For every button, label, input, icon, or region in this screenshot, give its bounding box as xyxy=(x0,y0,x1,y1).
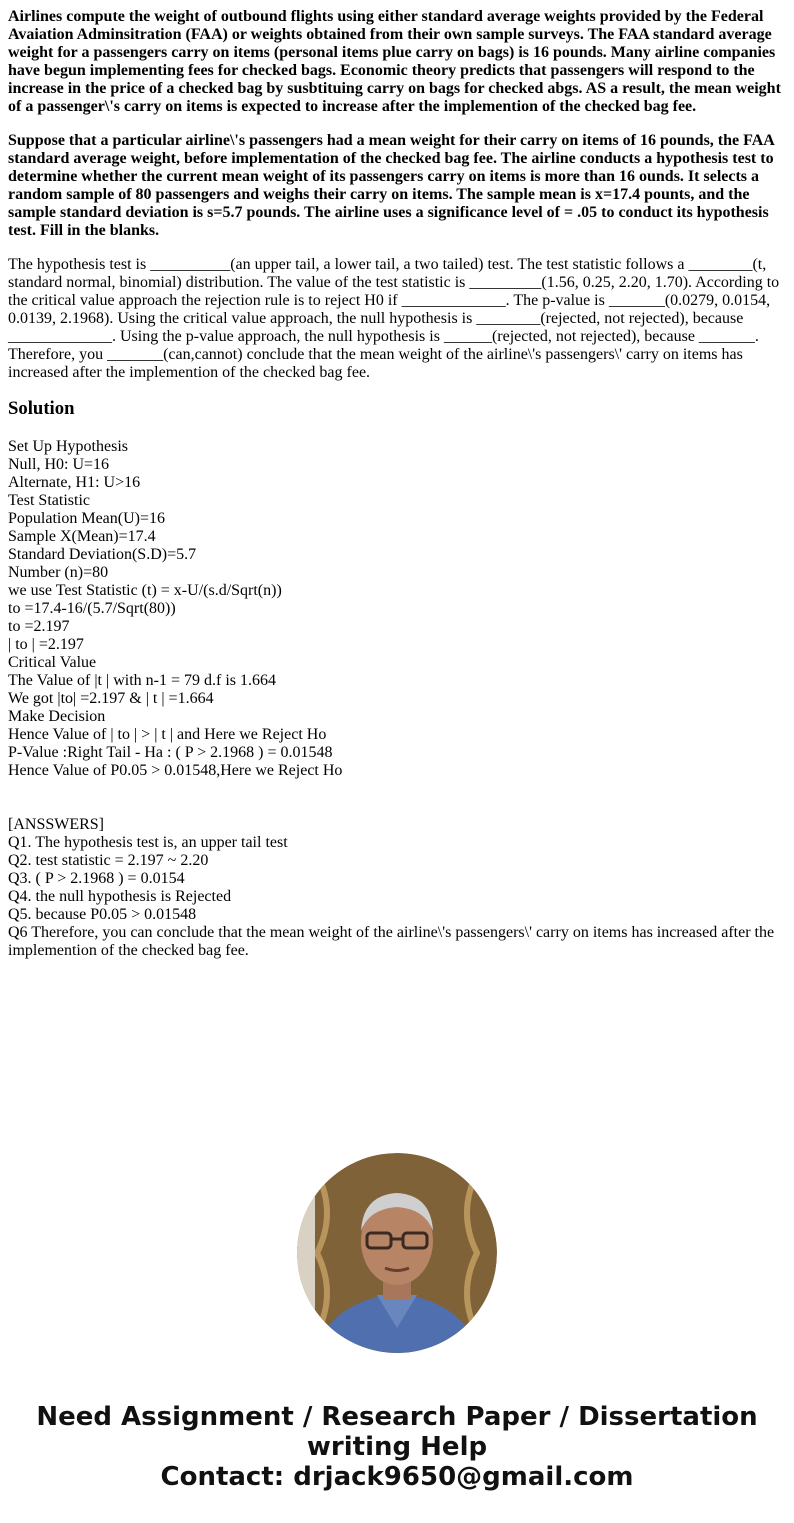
answer-line: Q3. ( P > 2.1968 ) = 0.0154 xyxy=(8,870,185,887)
solution-line: to =2.197 xyxy=(8,618,70,635)
blank-spacer xyxy=(8,780,786,798)
answer-line: Q4. the null hypothesis is Rejected xyxy=(8,888,232,905)
solution-line: Alternate, H1: U>16 xyxy=(8,474,141,491)
solution-line: Hence Value of P0.05 > 0.01548,Here we Reject Ho xyxy=(8,762,343,779)
answer-line: Q2. test statistic = 2.197 ~ 2.20 xyxy=(8,852,209,869)
author-avatar xyxy=(297,1153,497,1353)
answer-line: Q1. The hypothesis test is, an upper tail test xyxy=(8,834,288,851)
question-paragraph-blanks: The hypothesis test is __________(an upper tail, a lower tail, a two tailed) test. The test statistic follows a ________(t, standard normal, binomial) distribution. The value of the test statistic is _________(1.56, 0.25, 2.20, 1.70). According to the critical value approach the rejection rule is to reject H0 if _____________. The p-value is _______(0.0279, 0.0154, 0.0139, 2.1968). Using the critical value approach, the null hypothesis is ________(rejected, not rejected), because _____________. Using the p-value approach, the null hypothesis is ______(rejected, not rejected), because _______. Therefore, you _______(can,cannot) conclude that the mean weight of the airline\'s passengers\' carry on items has increased after the implemention of the checked bag fee. xyxy=(8,256,780,381)
promo-footer xyxy=(0,1402,794,1492)
solution-line: Null, H0: U=16 xyxy=(8,456,110,473)
solution-steps xyxy=(8,438,786,780)
blank-spacer xyxy=(8,798,786,816)
solution-line: Test Statistic xyxy=(8,492,90,509)
solution-line: The Value of |t | with n-1 = 79 d.f is 1.664 xyxy=(8,672,276,689)
solution-line: Critical Value xyxy=(8,654,97,671)
solution-line: we use Test Statistic (t) = x-U/(s.d/Sqrt(n)) xyxy=(8,582,282,599)
solution-line: | to | =2.197 xyxy=(8,636,84,653)
solution-line: Hence Value of | to | > | t | and Here we Reject Ho xyxy=(8,726,327,743)
document-body xyxy=(8,8,786,960)
solution-line: Sample X(Mean)=17.4 xyxy=(8,528,156,545)
answer-line: Q6 Therefore, you can conclude that the mean weight of the airline\'s passengers\' carry on items has increased after the implemention of the checked bag fee. xyxy=(8,924,775,959)
promo-line-1: Need Assignment / Research Paper / Dissertation xyxy=(36,1402,758,1432)
solution-line: Make Decision xyxy=(8,708,106,725)
promo-line-2: writing Help xyxy=(306,1432,488,1462)
answers-heading: [ANSSWERS] xyxy=(8,816,105,833)
solution-line: Standard Deviation(S.D)=5.7 xyxy=(8,546,197,563)
author-portrait-image xyxy=(297,1153,497,1353)
answer-line: Q5. because P0.05 > 0.01548 xyxy=(8,906,197,923)
solution-heading: Solution xyxy=(8,398,75,419)
solution-line: Set Up Hypothesis xyxy=(8,438,128,455)
question-paragraph-intro: Airlines compute the weight of outbound flights using either standard average weights provided by the Federal Avaiation Adminsitration (FAA) or weights obtained from their own sample surveys. The FAA standard average weight for a passengers carry on items (personal items plue carry on bags) is 16 pounds. Many airline companies have begun implementing fees for checked bags. Economic theory predicts that passengers will respond to the increase in the price of a checked bag by susbtituing carry on bags for checked abgs. AS a result, the mean weight of a passenger\'s carry on items is expected to increase after the implemention of the checked bag fee. xyxy=(8,8,781,115)
solution-line: P-Value :Right Tail - Ha : ( P > 2.1968 ) = 0.01548 xyxy=(8,744,333,761)
contact-email: Contact: drjack9650@gmail.com xyxy=(160,1462,634,1492)
answers-block xyxy=(8,816,786,960)
question-paragraph-scenario: Suppose that a particular airline\'s passengers had a mean weight for their carry on items of 16 pounds, the FAA standard average weight, before implementation of the checked bag fee. The airline conducts a hypothesis test to determine whether the current mean weight of its passengers carry on items is more than 16 ounds. It selects a random sample of 80 passengers and weighs their carry on items. The sample mean is x=17.4 pounts, and the sample standard deviation is s=5.7 pounds. The airline uses a significance level of = .05 to conduct its hypothesis test. Fill in the blanks. xyxy=(8,132,774,239)
solution-line: to =17.4-16/(5.7/Sqrt(80)) xyxy=(8,600,176,617)
solution-line: We got |to| =2.197 & | t | =1.664 xyxy=(8,690,214,707)
solution-line: Population Mean(U)=16 xyxy=(8,510,165,527)
solution-line: Number (n)=80 xyxy=(8,564,109,581)
